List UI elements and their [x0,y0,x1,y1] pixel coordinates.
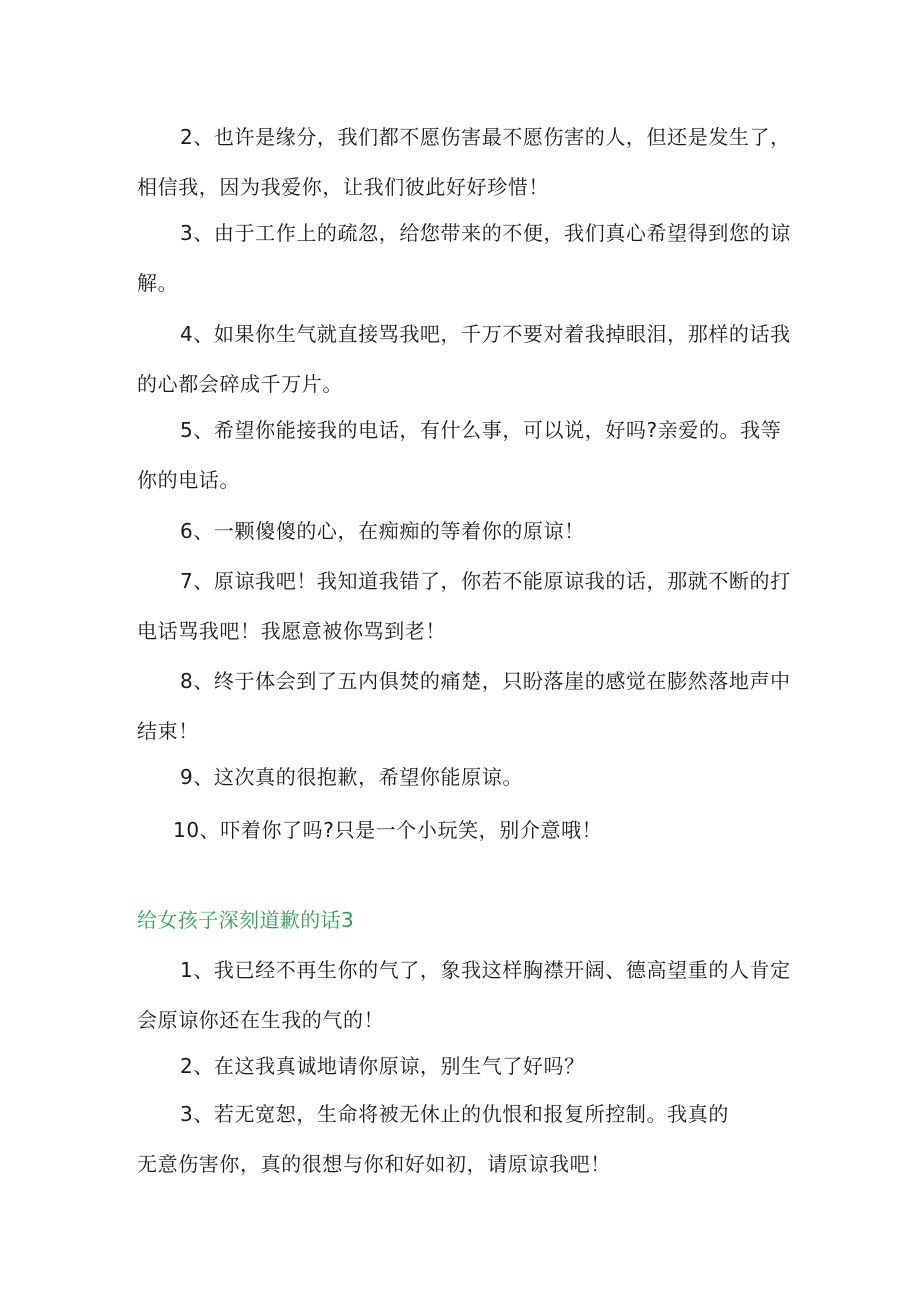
list-item: 4、如果你生气就直接骂我吧，千万不要对着我掉眼泪，那样的话我的心都会碎成千万片。 [137,322,791,396]
list-item: 2、在这我真诚地请你原谅，别生气了好吗？ [180,1054,585,1078]
list-item: 3、由于工作上的疏忽，给您带来的不便，我们真心希望得到您的谅解。 [137,221,791,295]
list-item: 10、吓着你了吗?只是一个小玩笑，别介意哦！ [173,818,603,842]
list-item: 9、这次真的很抱歉，希望你能原谅。 [180,765,523,789]
list-item: 3、若无宽恕，生命将被无休止的仇恨和报复所控制。我真的无意伤害你，真的很想与你和好如初，请原谅我吧！ [137,1102,729,1176]
list-item: 1、我已经不再生你的气了，象我这样胸襟开阔、德高望重的人肯定会原谅你还在生我的气的！ [137,958,791,1032]
list-item: 8、终于体会到了五内俱焚的痛楚，只盼落崖的感觉在膨然落地声中结束！ [137,669,791,743]
list-item: 5、希望你能接我的电话，有什么事，可以说，好吗?亲爱的。我等你的电话。 [137,418,782,492]
list-item: 7、原谅我吧！我知道我错了，你若不能原谅我的话，那就不断的打电话骂我吧！我愿意被你骂到老！ [137,569,791,643]
list-item: 6、一颗傻傻的心，在痴痴的等着你的原谅！ [180,519,585,543]
list-item: 2、也许是缘分，我们都不愿伤害最不愿伤害的人，但还是发生了，相信我，因为我爱你，让我们彼此好好珍惜！ [137,125,791,199]
section-heading: 给女孩子深刻道歉的话3 [137,908,355,932]
